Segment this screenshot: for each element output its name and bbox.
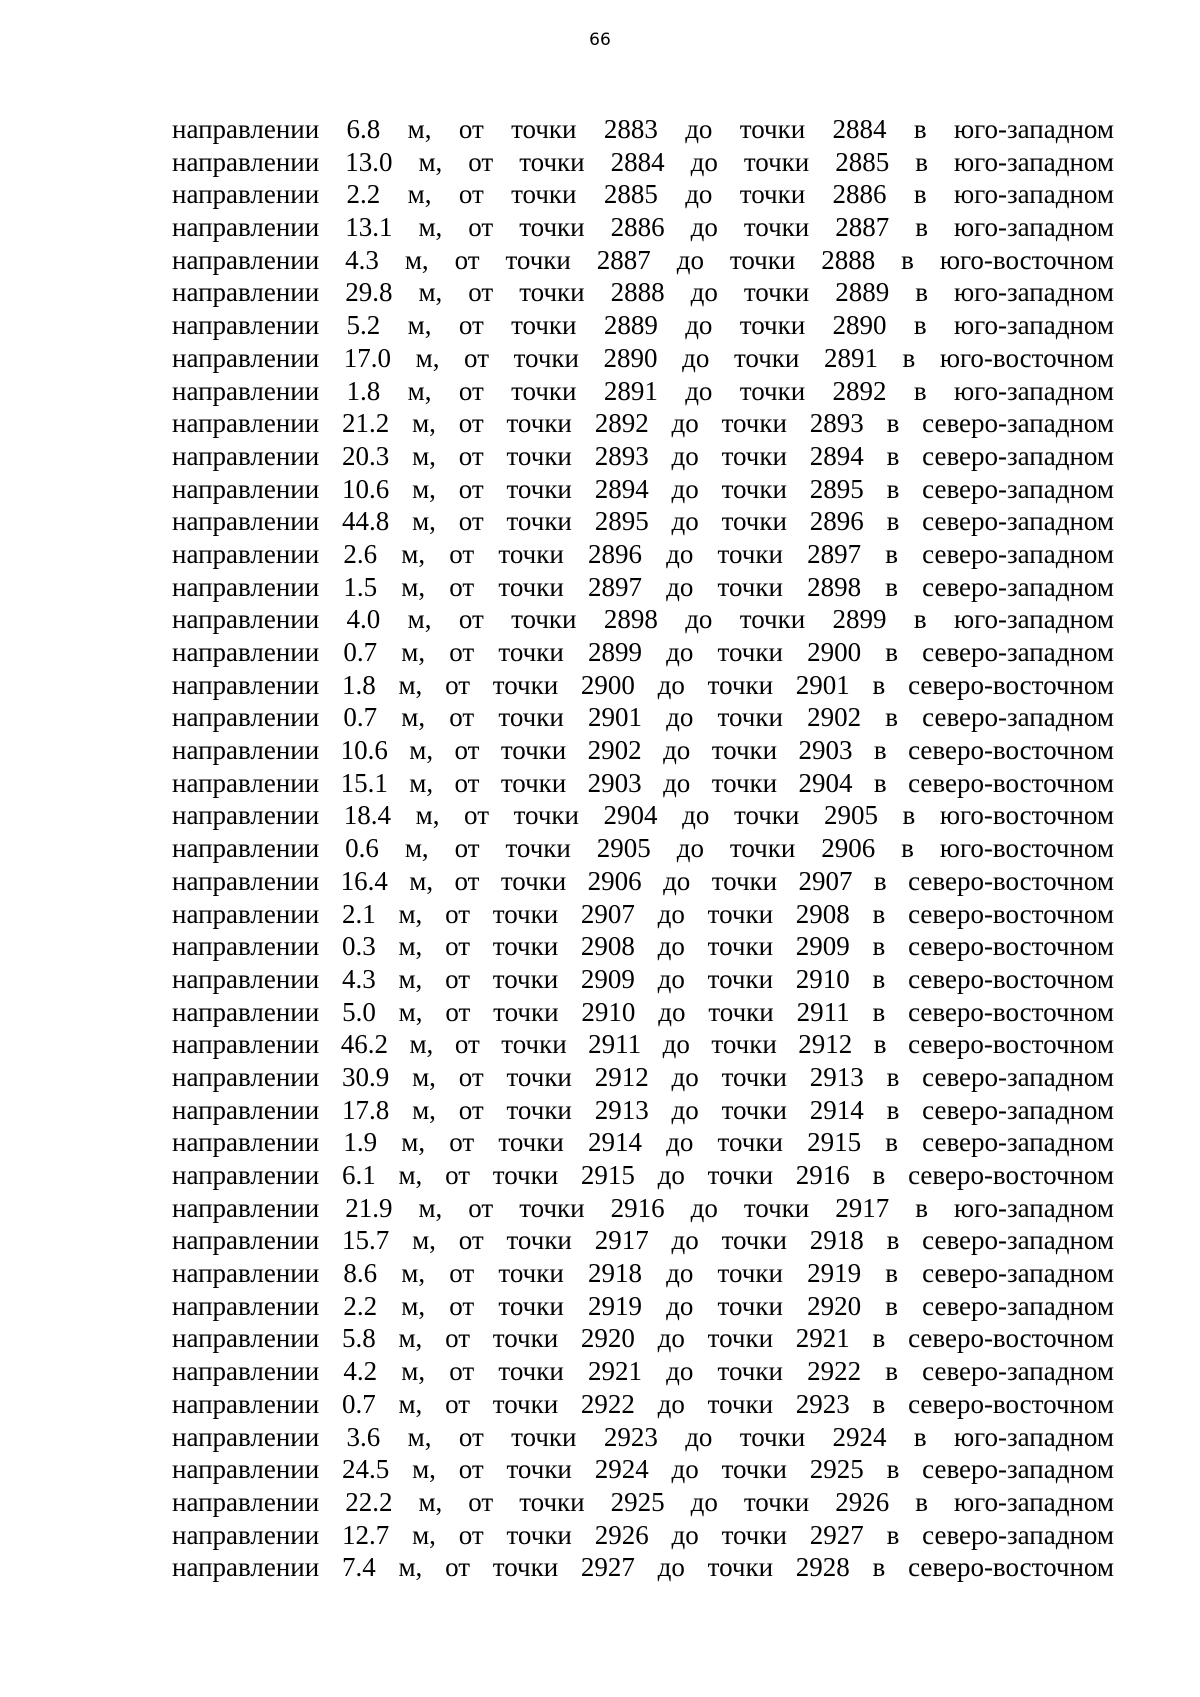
text-line: направлении 2.2 м, от точки 2885 до точки 2886 в юго-западном bbox=[172, 179, 1114, 210]
text-line: направлении 1.9 м, от точки 2914 до точки 2915 в северо-западном bbox=[172, 1127, 1114, 1158]
text-line: направлении 5.2 м, от точки 2889 до точки 2890 в юго-западном bbox=[172, 310, 1114, 341]
text-line: направлении 21.9 м, от точки 2916 до точки 2917 в юго-западном bbox=[172, 1192, 1114, 1223]
text-line: направлении 0.7 м, от точки 2901 до точки 2902 в северо-западном bbox=[172, 702, 1114, 733]
text-line: направлении 2.6 м, от точки 2896 до точки 2897 в северо-западном bbox=[172, 538, 1114, 569]
text-line: направлении 16.4 м, от точки 2906 до точки 2907 в северо-восточном bbox=[172, 865, 1114, 896]
text-line: направлении 1.8 м, от точки 2891 до точки 2892 в юго-западном bbox=[172, 375, 1114, 406]
text-line: направлении 4.3 м, от точки 2887 до точки 2888 в юго-восточном bbox=[172, 244, 1114, 275]
text-line: направлении 20.3 м, от точки 2893 до точки 2894 в северо-западном bbox=[172, 440, 1114, 471]
text-line: направлении 7.4 м, от точки 2927 до точки 2928 в северо-восточном bbox=[172, 1552, 1114, 1583]
text-line: направлении 2.2 м, от точки 2919 до точки 2920 в северо-западном bbox=[172, 1290, 1114, 1321]
text-line: направлении 29.8 м, от точки 2888 до точки 2889 в юго-западном bbox=[172, 277, 1114, 308]
text-line: направлении 10.6 м, от точки 2894 до точки 2895 в северо-западном bbox=[172, 473, 1114, 504]
text-line: направлении 6.1 м, от точки 2915 до точки 2916 в северо-восточном bbox=[172, 1160, 1114, 1190]
text-line: направлении 0.7 м, от точки 2899 до точки 2900 в северо-западном bbox=[172, 637, 1114, 667]
text-line: направлении 5.0 м, от точки 2910 до точки 2911 в северо-восточном bbox=[172, 996, 1114, 1027]
text-line: направлении 18.4 м, от точки 2904 до точки 2905 в юго-восточном bbox=[172, 800, 1114, 831]
text-line: направлении 15.7 м, от точки 2917 до точки 2918 в северо-западном bbox=[172, 1225, 1114, 1256]
text-line: направлении 10.6 м, от точки 2902 до точки 2903 в северо-восточном bbox=[172, 735, 1114, 766]
text-line: направлении 1.5 м, от точки 2897 до точки 2898 в северо-западном bbox=[172, 571, 1114, 602]
text-line: направлении 1.8 м, от точки 2900 до точки 2901 в северо-восточном bbox=[172, 669, 1114, 700]
text-line: направлении 13.1 м, от точки 2886 до точки 2887 в юго-западном bbox=[172, 212, 1114, 243]
text-line: направлении 8.6 м, от точки 2918 до точки 2919 в северо-западном bbox=[172, 1258, 1114, 1289]
text-line: направлении 24.5 м, от точки 2924 до точки 2925 в северо-западном bbox=[172, 1454, 1114, 1485]
text-line: направлении 12.7 м, от точки 2926 до точки 2927 в северо-западном bbox=[172, 1519, 1114, 1550]
text-line: направлении 46.2 м, от точки 2911 до точки 2912 в северо-восточном bbox=[172, 1029, 1114, 1060]
text-line: направлении 17.8 м, от точки 2913 до точки 2914 в северо-западном bbox=[172, 1094, 1114, 1125]
text-line: направлении 5.8 м, от точки 2920 до точки 2921 в северо-восточном bbox=[172, 1323, 1114, 1354]
page-number: 66 bbox=[589, 30, 611, 50]
text-line: направлении 4.2 м, от точки 2921 до точки 2922 в северо-западном bbox=[172, 1356, 1114, 1387]
text-line: направлении 4.3 м, от точки 2909 до точки 2910 в северо-восточном bbox=[172, 963, 1114, 994]
text-line: направлении 4.0 м, от точки 2898 до точки 2899 в юго-западном bbox=[172, 604, 1114, 635]
text-line: направлении 6.8 м, от точки 2883 до точки 2884 в юго-западном bbox=[172, 114, 1114, 144]
text-line: направлении 3.6 м, от точки 2923 до точки 2924 в юго-западном bbox=[172, 1421, 1114, 1452]
text-line: направлении 44.8 м, от точки 2895 до точки 2896 в северо-западном bbox=[172, 506, 1114, 537]
text-line: направлении 15.1 м, от точки 2903 до точки 2904 в северо-восточном bbox=[172, 767, 1114, 798]
text-line: направлении 0.6 м, от точки 2905 до точки 2906 в юго-восточном bbox=[172, 833, 1114, 864]
text-line: направлении 17.0 м, от точки 2890 до точки 2891 в юго-восточном bbox=[172, 342, 1114, 373]
text-line: направлении 21.2 м, от точки 2892 до точки 2893 в северо-западном bbox=[172, 408, 1114, 439]
text-line: направлении 30.9 м, от точки 2912 до точки 2913 в северо-западном bbox=[172, 1061, 1114, 1092]
document-body bbox=[172, 113, 1114, 1584]
text-line: направлении 0.3 м, от точки 2908 до точки 2909 в северо-восточном bbox=[172, 931, 1114, 962]
text-line: направлении 2.1 м, от точки 2907 до точки 2908 в северо-восточном bbox=[172, 898, 1114, 929]
text-line: направлении 13.0 м, от точки 2884 до точки 2885 в юго-западном bbox=[172, 146, 1114, 177]
text-line: направлении 0.7 м, от точки 2922 до точки 2923 в северо-восточном bbox=[172, 1388, 1114, 1419]
text-line: направлении 22.2 м, от точки 2925 до точки 2926 в юго-западном bbox=[172, 1486, 1114, 1517]
